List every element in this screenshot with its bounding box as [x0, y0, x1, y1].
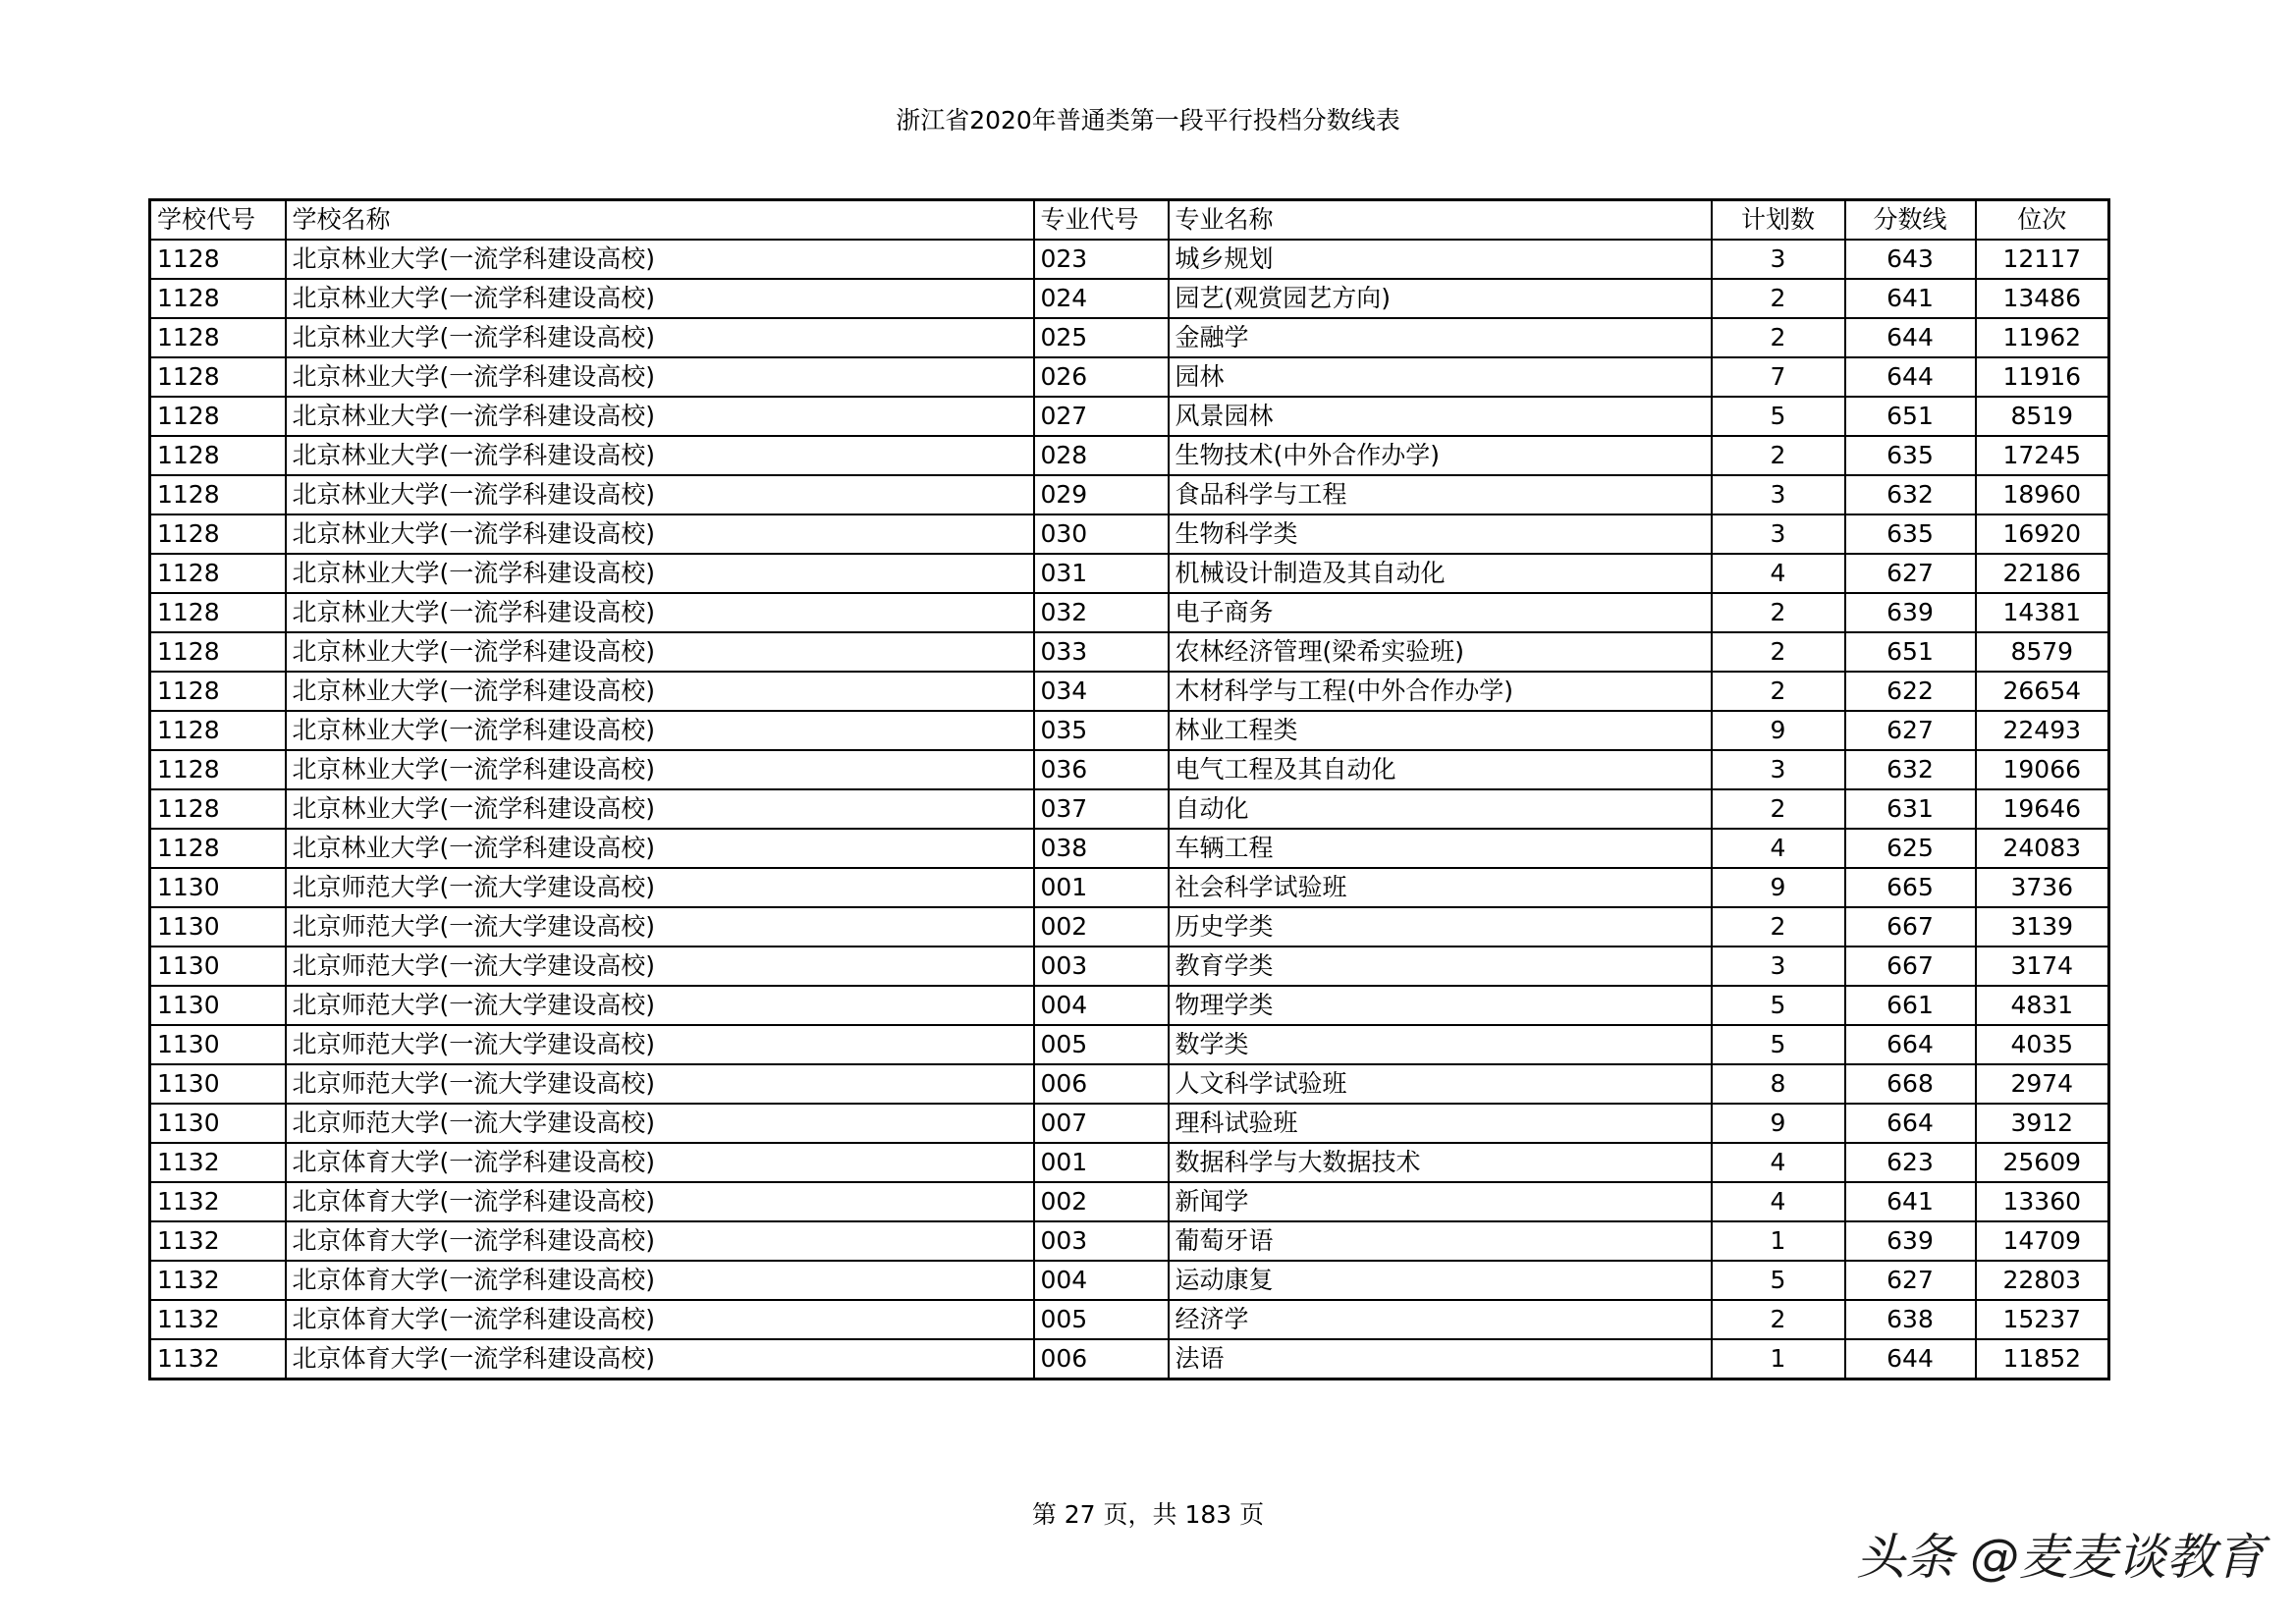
table-row: [150, 475, 2109, 514]
cell-school-code: 1130: [150, 907, 286, 947]
cell-plan-count: 3: [1712, 750, 1845, 789]
cell-school-name: 北京林业大学(一流学科建设高校): [286, 475, 1034, 514]
cell-school-code: 1128: [150, 711, 286, 750]
cell-school-name: 北京林业大学(一流学科建设高校): [286, 318, 1034, 357]
cell-school-code: 1132: [150, 1300, 286, 1339]
cell-school-code: 1132: [150, 1143, 286, 1182]
cell-major-name: 食品科学与工程: [1169, 475, 1712, 514]
cell-school-name: 北京师范大学(一流大学建设高校): [286, 1104, 1034, 1143]
cell-rank: 16920: [1976, 514, 2109, 554]
cell-major-code: 037: [1034, 789, 1169, 829]
cell-rank: 3736: [1976, 868, 2109, 907]
cell-score-line: 639: [1845, 593, 1976, 632]
cell-major-code: 028: [1034, 436, 1169, 475]
cell-major-code: 024: [1034, 279, 1169, 318]
cell-score-line: 631: [1845, 789, 1976, 829]
cell-score-line: 664: [1845, 1025, 1976, 1064]
cell-major-name: 经济学: [1169, 1300, 1712, 1339]
table-row: [150, 672, 2109, 711]
cell-school-name: 北京林业大学(一流学科建设高校): [286, 436, 1034, 475]
cell-school-name: 北京林业大学(一流学科建设高校): [286, 554, 1034, 593]
cell-score-line: 641: [1845, 1182, 1976, 1221]
table-row: [150, 554, 2109, 593]
cell-major-name: 车辆工程: [1169, 829, 1712, 868]
cell-plan-count: 1: [1712, 1339, 1845, 1380]
cell-major-name: 生物技术(中外合作办学): [1169, 436, 1712, 475]
cell-plan-count: 5: [1712, 1025, 1845, 1064]
cell-school-code: 1128: [150, 632, 286, 672]
table-row: [150, 789, 2109, 829]
cell-school-code: 1128: [150, 554, 286, 593]
cell-school-code: 1132: [150, 1261, 286, 1300]
cell-major-code: 026: [1034, 357, 1169, 397]
cell-plan-count: 8: [1712, 1064, 1845, 1104]
cell-major-code: 025: [1034, 318, 1169, 357]
header-plan-count: 计划数: [1712, 200, 1845, 241]
cell-school-code: 1128: [150, 789, 286, 829]
cell-major-name: 城乡规划: [1169, 240, 1712, 279]
cell-school-name: 北京师范大学(一流大学建设高校): [286, 986, 1034, 1025]
cell-school-name: 北京林业大学(一流学科建设高校): [286, 279, 1034, 318]
cell-major-code: 023: [1034, 240, 1169, 279]
cell-score-line: 622: [1845, 672, 1976, 711]
cell-school-code: 1128: [150, 357, 286, 397]
cell-score-line: 627: [1845, 1261, 1976, 1300]
cell-school-code: 1128: [150, 240, 286, 279]
cell-plan-count: 2: [1712, 593, 1845, 632]
cell-rank: 14381: [1976, 593, 2109, 632]
cell-school-code: 1132: [150, 1182, 286, 1221]
cell-plan-count: 4: [1712, 829, 1845, 868]
cell-school-name: 北京林业大学(一流学科建设高校): [286, 240, 1034, 279]
cell-school-code: 1128: [150, 829, 286, 868]
cell-school-code: 1130: [150, 1104, 286, 1143]
table-row: [150, 593, 2109, 632]
table-row: [150, 632, 2109, 672]
cell-major-name: 木材科学与工程(中外合作办学): [1169, 672, 1712, 711]
cell-rank: 22186: [1976, 554, 2109, 593]
cell-plan-count: 3: [1712, 240, 1845, 279]
cell-score-line: 627: [1845, 554, 1976, 593]
cell-major-name: 机械设计制造及其自动化: [1169, 554, 1712, 593]
cell-rank: 8579: [1976, 632, 2109, 672]
header-major-name: 专业名称: [1169, 200, 1712, 241]
cell-major-name: 理科试验班: [1169, 1104, 1712, 1143]
cell-rank: 3912: [1976, 1104, 2109, 1143]
table-row: [150, 436, 2109, 475]
cell-school-code: 1130: [150, 947, 286, 986]
cell-score-line: 638: [1845, 1300, 1976, 1339]
cell-plan-count: 9: [1712, 711, 1845, 750]
cell-school-code: 1132: [150, 1221, 286, 1261]
cell-rank: 14709: [1976, 1221, 2109, 1261]
cell-rank: 18960: [1976, 475, 2109, 514]
header-school-code: 学校代号: [150, 200, 286, 241]
cell-rank: 22803: [1976, 1261, 2109, 1300]
cell-major-code: 006: [1034, 1064, 1169, 1104]
cell-school-name: 北京林业大学(一流学科建设高校): [286, 750, 1034, 789]
cell-major-name: 社会科学试验班: [1169, 868, 1712, 907]
cell-school-code: 1128: [150, 672, 286, 711]
cell-plan-count: 3: [1712, 475, 1845, 514]
cell-major-code: 032: [1034, 593, 1169, 632]
cell-major-name: 数学类: [1169, 1025, 1712, 1064]
cell-school-code: 1132: [150, 1339, 286, 1380]
cell-plan-count: 2: [1712, 907, 1845, 947]
cell-school-name: 北京师范大学(一流大学建设高校): [286, 1064, 1034, 1104]
cell-major-code: 004: [1034, 986, 1169, 1025]
cell-school-name: 北京师范大学(一流大学建设高校): [286, 947, 1034, 986]
cell-plan-count: 2: [1712, 1300, 1845, 1339]
watermark: 头条 @麦麦谈教育: [1856, 1529, 2265, 1586]
cell-major-code: 006: [1034, 1339, 1169, 1380]
cell-rank: 11852: [1976, 1339, 2109, 1380]
cell-rank: 8519: [1976, 397, 2109, 436]
cell-school-name: 北京林业大学(一流学科建设高校): [286, 397, 1034, 436]
cell-major-code: 005: [1034, 1025, 1169, 1064]
cell-major-name: 数据科学与大数据技术: [1169, 1143, 1712, 1182]
cell-school-name: 北京林业大学(一流学科建设高校): [286, 632, 1034, 672]
cell-major-code: 027: [1034, 397, 1169, 436]
cell-plan-count: 4: [1712, 554, 1845, 593]
cell-school-code: 1130: [150, 868, 286, 907]
table-row: [150, 1300, 2109, 1339]
cell-school-code: 1130: [150, 1025, 286, 1064]
table-row: [150, 1221, 2109, 1261]
cell-score-line: 668: [1845, 1064, 1976, 1104]
cell-rank: 12117: [1976, 240, 2109, 279]
cell-school-name: 北京师范大学(一流大学建设高校): [286, 907, 1034, 947]
cell-rank: 11916: [1976, 357, 2109, 397]
cell-plan-count: 2: [1712, 436, 1845, 475]
table-row: [150, 907, 2109, 947]
table-row: [150, 240, 2109, 279]
cell-rank: 15237: [1976, 1300, 2109, 1339]
cell-score-line: 665: [1845, 868, 1976, 907]
cell-major-code: 002: [1034, 907, 1169, 947]
cell-major-name: 农林经济管理(梁希实验班): [1169, 632, 1712, 672]
score-table: [148, 198, 2110, 1380]
cell-score-line: 651: [1845, 632, 1976, 672]
cell-school-code: 1130: [150, 1064, 286, 1104]
cell-major-name: 生物科学类: [1169, 514, 1712, 554]
cell-rank: 4831: [1976, 986, 2109, 1025]
cell-school-name: 北京体育大学(一流学科建设高校): [286, 1300, 1034, 1339]
cell-plan-count: 9: [1712, 868, 1845, 907]
cell-score-line: 667: [1845, 947, 1976, 986]
cell-school-name: 北京林业大学(一流学科建设高校): [286, 711, 1034, 750]
cell-school-name: 北京体育大学(一流学科建设高校): [286, 1261, 1034, 1300]
cell-plan-count: 9: [1712, 1104, 1845, 1143]
cell-school-name: 北京林业大学(一流学科建设高校): [286, 357, 1034, 397]
cell-major-code: 035: [1034, 711, 1169, 750]
cell-plan-count: 4: [1712, 1182, 1845, 1221]
cell-rank: 22493: [1976, 711, 2109, 750]
cell-score-line: 635: [1845, 436, 1976, 475]
cell-plan-count: 5: [1712, 397, 1845, 436]
table-row: [150, 1143, 2109, 1182]
table-row: [150, 1182, 2109, 1221]
header-row: [150, 200, 2109, 241]
table-body: [150, 240, 2109, 1380]
cell-major-code: 031: [1034, 554, 1169, 593]
header-school-name: 学校名称: [286, 200, 1034, 241]
cell-rank: 13486: [1976, 279, 2109, 318]
cell-score-line: 632: [1845, 750, 1976, 789]
cell-major-code: 007: [1034, 1104, 1169, 1143]
cell-major-code: 029: [1034, 475, 1169, 514]
cell-school-code: 1128: [150, 514, 286, 554]
cell-plan-count: 2: [1712, 789, 1845, 829]
table-row: [150, 279, 2109, 318]
cell-score-line: 639: [1845, 1221, 1976, 1261]
cell-major-code: 003: [1034, 1221, 1169, 1261]
cell-major-name: 人文科学试验班: [1169, 1064, 1712, 1104]
header-score-line: 分数线: [1845, 200, 1976, 241]
cell-score-line: 635: [1845, 514, 1976, 554]
cell-major-name: 教育学类: [1169, 947, 1712, 986]
cell-major-code: 001: [1034, 868, 1169, 907]
cell-score-line: 644: [1845, 318, 1976, 357]
table-row: [150, 986, 2109, 1025]
table-row: [150, 868, 2109, 907]
cell-school-name: 北京体育大学(一流学科建设高校): [286, 1182, 1034, 1221]
cell-rank: 3139: [1976, 907, 2109, 947]
cell-plan-count: 5: [1712, 1261, 1845, 1300]
cell-score-line: 644: [1845, 357, 1976, 397]
cell-major-name: 新闻学: [1169, 1182, 1712, 1221]
table-header: [150, 200, 2109, 241]
cell-score-line: 625: [1845, 829, 1976, 868]
cell-school-name: 北京林业大学(一流学科建设高校): [286, 514, 1034, 554]
cell-score-line: 627: [1845, 711, 1976, 750]
cell-rank: 2974: [1976, 1064, 2109, 1104]
table-row: [150, 750, 2109, 789]
cell-school-code: 1128: [150, 436, 286, 475]
cell-plan-count: 2: [1712, 672, 1845, 711]
cell-rank: 13360: [1976, 1182, 2109, 1221]
cell-plan-count: 5: [1712, 986, 1845, 1025]
cell-rank: 17245: [1976, 436, 2109, 475]
cell-score-line: 644: [1845, 1339, 1976, 1380]
cell-major-code: 003: [1034, 947, 1169, 986]
cell-major-code: 033: [1034, 632, 1169, 672]
cell-school-name: 北京师范大学(一流大学建设高校): [286, 868, 1034, 907]
cell-major-name: 葡萄牙语: [1169, 1221, 1712, 1261]
table-row: [150, 357, 2109, 397]
cell-score-line: 661: [1845, 986, 1976, 1025]
cell-rank: 25609: [1976, 1143, 2109, 1182]
cell-school-name: 北京体育大学(一流学科建设高校): [286, 1339, 1034, 1380]
cell-major-name: 园林: [1169, 357, 1712, 397]
cell-rank: 26654: [1976, 672, 2109, 711]
cell-score-line: 664: [1845, 1104, 1976, 1143]
cell-rank: 19646: [1976, 789, 2109, 829]
table-row: [150, 318, 2109, 357]
cell-school-code: 1128: [150, 279, 286, 318]
cell-school-code: 1128: [150, 593, 286, 632]
cell-major-code: 001: [1034, 1143, 1169, 1182]
cell-major-code: 005: [1034, 1300, 1169, 1339]
cell-major-code: 038: [1034, 829, 1169, 868]
cell-score-line: 651: [1845, 397, 1976, 436]
cell-score-line: 632: [1845, 475, 1976, 514]
cell-major-name: 园艺(观赏园艺方向): [1169, 279, 1712, 318]
cell-school-code: 1130: [150, 986, 286, 1025]
table-row: [150, 711, 2109, 750]
cell-major-name: 金融学: [1169, 318, 1712, 357]
cell-school-code: 1128: [150, 750, 286, 789]
cell-plan-count: 4: [1712, 1143, 1845, 1182]
table-row: [150, 1064, 2109, 1104]
cell-school-code: 1128: [150, 475, 286, 514]
cell-rank: 24083: [1976, 829, 2109, 868]
cell-major-name: 电气工程及其自动化: [1169, 750, 1712, 789]
cell-score-line: 643: [1845, 240, 1976, 279]
cell-plan-count: 7: [1712, 357, 1845, 397]
cell-rank: 4035: [1976, 1025, 2109, 1064]
cell-plan-count: 3: [1712, 947, 1845, 986]
table-row: [150, 829, 2109, 868]
cell-rank: 3174: [1976, 947, 2109, 986]
cell-major-name: 运动康复: [1169, 1261, 1712, 1300]
table-row: [150, 1261, 2109, 1300]
table-row: [150, 947, 2109, 986]
cell-major-name: 林业工程类: [1169, 711, 1712, 750]
cell-rank: 11962: [1976, 318, 2109, 357]
cell-major-name: 历史学类: [1169, 907, 1712, 947]
cell-major-code: 030: [1034, 514, 1169, 554]
cell-school-name: 北京师范大学(一流大学建设高校): [286, 1025, 1034, 1064]
cell-major-name: 法语: [1169, 1339, 1712, 1380]
cell-school-name: 北京体育大学(一流学科建设高校): [286, 1221, 1034, 1261]
cell-rank: 19066: [1976, 750, 2109, 789]
cell-major-code: 034: [1034, 672, 1169, 711]
header-rank: 位次: [1976, 200, 2109, 241]
table-row: [150, 514, 2109, 554]
cell-major-name: 电子商务: [1169, 593, 1712, 632]
cell-school-name: 北京林业大学(一流学科建设高校): [286, 829, 1034, 868]
cell-major-code: 004: [1034, 1261, 1169, 1300]
cell-plan-count: 2: [1712, 318, 1845, 357]
page-number: 第 27 页，共 183 页: [1031, 1500, 1265, 1529]
cell-major-name: 风景园林: [1169, 397, 1712, 436]
cell-major-code: 036: [1034, 750, 1169, 789]
cell-major-name: 物理学类: [1169, 986, 1712, 1025]
table-row: [150, 1025, 2109, 1064]
table-row: [150, 1104, 2109, 1143]
header-major-code: 专业代号: [1034, 200, 1169, 241]
cell-plan-count: 2: [1712, 279, 1845, 318]
cell-school-name: 北京林业大学(一流学科建设高校): [286, 789, 1034, 829]
table-row: [150, 397, 2109, 436]
cell-score-line: 641: [1845, 279, 1976, 318]
page-title: 浙江省2020年普通类第一段平行投档分数线表: [896, 106, 1400, 135]
cell-school-code: 1128: [150, 397, 286, 436]
cell-school-name: 北京体育大学(一流学科建设高校): [286, 1143, 1034, 1182]
cell-plan-count: 1: [1712, 1221, 1845, 1261]
cell-school-code: 1128: [150, 318, 286, 357]
cell-school-name: 北京林业大学(一流学科建设高校): [286, 593, 1034, 632]
cell-school-name: 北京林业大学(一流学科建设高校): [286, 672, 1034, 711]
cell-major-name: 自动化: [1169, 789, 1712, 829]
cell-major-code: 002: [1034, 1182, 1169, 1221]
cell-plan-count: 3: [1712, 514, 1845, 554]
cell-plan-count: 2: [1712, 632, 1845, 672]
cell-score-line: 623: [1845, 1143, 1976, 1182]
cell-score-line: 667: [1845, 907, 1976, 947]
table-row: [150, 1339, 2109, 1380]
